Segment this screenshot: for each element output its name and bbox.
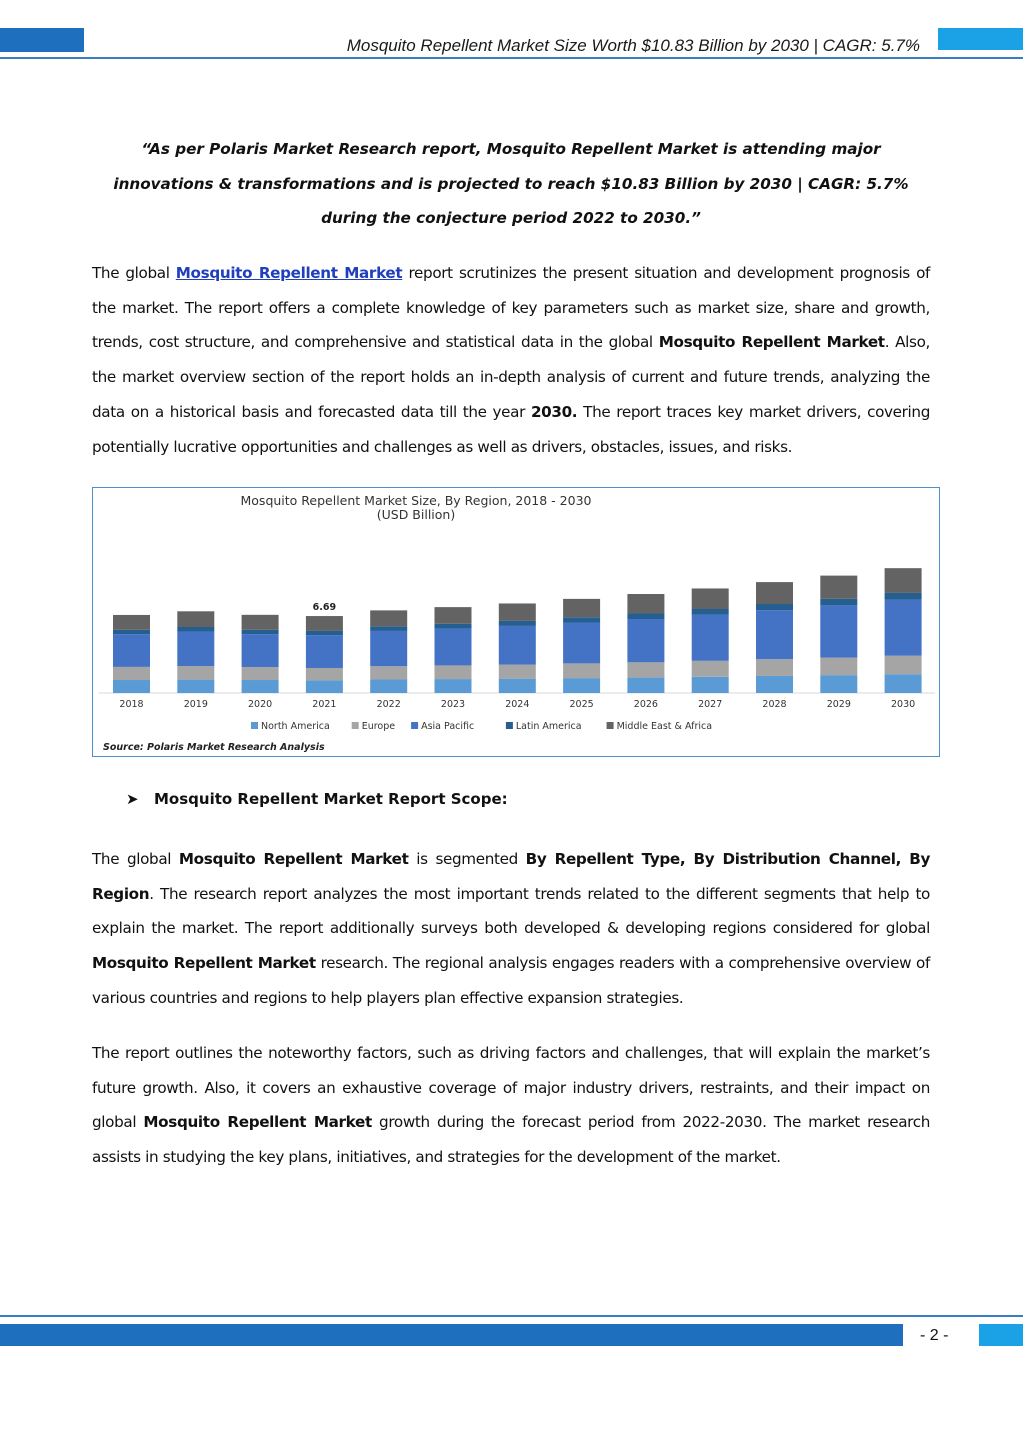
scope-text-3: . The research report analyzes the most important trends related to the different segments that help to explain the market. The report additionally surveys both developed & developing regions considered for global	[92, 884, 930, 938]
bar-2026-series-2	[627, 619, 664, 662]
bar-2027-series-4	[692, 588, 729, 609]
header-accent-left	[0, 28, 84, 52]
scope-paragraph	[92, 842, 930, 1016]
factors-paragraph	[92, 1036, 930, 1175]
x-tick-2023: 2023	[440, 699, 466, 710]
market-size-chart	[92, 487, 940, 757]
intro-paragraph	[92, 256, 930, 464]
legend-label-3: Latin America	[515, 721, 582, 732]
x-tick-2022: 2022	[376, 699, 401, 710]
bar-2023-series-2	[435, 629, 472, 666]
bar-2024-series-2	[499, 626, 536, 665]
bar-2028-series-2	[756, 610, 793, 659]
x-tick-2027: 2027	[698, 699, 723, 710]
bar-2019-series-4	[177, 611, 214, 627]
legend-swatch-1	[352, 722, 359, 729]
x-tick-2018: 2018	[119, 699, 144, 710]
bar-2020-series-0	[242, 680, 279, 693]
bar-2030-series-0	[885, 674, 922, 693]
x-tick-2024: 2024	[505, 699, 530, 710]
scope-heading	[126, 790, 508, 808]
x-tick-2019: 2019	[183, 699, 208, 710]
bar-2029-series-2	[820, 605, 857, 657]
legend-label-4: Middle East & Africa	[616, 721, 713, 732]
bar-2024-series-3	[499, 621, 536, 626]
bar-2028-series-4	[756, 582, 793, 604]
bar-2028-series-0	[756, 676, 793, 693]
market-report-link[interactable]: Mosquito Repellent Market	[175, 264, 403, 282]
bar-2021-series-0	[306, 680, 343, 693]
bar-2020-series-1	[242, 667, 279, 680]
bar-2027-series-0	[692, 677, 729, 693]
scope-bold-market-2: Mosquito Repellent Market	[92, 954, 316, 973]
factors-text-2: growth during the forecast period from 2022-2030. The market research assists in studying the key plans, initiatives, and strategies for the development of the market.	[92, 1113, 930, 1167]
bar-2027-series-3	[692, 609, 729, 615]
scope-bold-market: Mosquito Repellent Market	[178, 850, 409, 868]
bar-2019-series-1	[177, 666, 214, 680]
bar-2021-series-1	[306, 668, 343, 680]
bar-2028-series-1	[756, 659, 793, 676]
bar-2029-series-3	[820, 599, 857, 605]
header-title: Mosquito Repellent Market Size Worth $10.83 Billion by 2030 | CAGR: 5.7%	[346, 36, 920, 55]
bar-2023-series-1	[435, 665, 472, 679]
x-tick-2030: 2030	[891, 699, 916, 710]
intro-bold-year: 2030.	[530, 402, 578, 421]
intro-text-1: The global	[92, 264, 176, 282]
data-label-2021: 6.69	[312, 602, 337, 614]
x-tick-2021: 2021	[312, 699, 337, 710]
bar-2018-series-4	[113, 615, 150, 630]
bar-2024-series-0	[499, 679, 536, 693]
bar-2018-series-3	[113, 630, 150, 634]
bar-2023-series-0	[435, 679, 472, 693]
bar-2026-series-0	[627, 678, 664, 693]
bar-2025-series-0	[563, 678, 600, 693]
bar-2023-series-4	[435, 607, 472, 624]
legend-swatch-2	[411, 722, 418, 729]
chart-bars	[113, 568, 922, 693]
x-tick-2026: 2026	[633, 699, 658, 710]
scope-bold-segments: By Repellent Type, By Distribution Channel, By Region	[92, 850, 930, 903]
bar-2025-series-1	[563, 663, 600, 678]
bar-2029-series-0	[820, 675, 857, 693]
legend-swatch-4	[607, 722, 614, 729]
bar-2025-series-2	[563, 623, 600, 664]
bar-2026-series-1	[627, 662, 664, 677]
x-tick-2025: 2025	[569, 699, 594, 710]
scope-text-2: is segmented	[408, 850, 526, 868]
bar-2029-series-1	[820, 658, 857, 676]
bar-2021-series-4	[306, 616, 343, 631]
bar-2026-series-3	[627, 613, 664, 619]
scope-text-1: The global	[92, 850, 179, 868]
bar-2025-series-3	[563, 617, 600, 622]
bar-2022-series-2	[370, 631, 407, 666]
chart-svg	[93, 488, 939, 756]
x-tick-2020: 2020	[248, 699, 273, 710]
chart-source: Source: Polaris Market Research Analysis	[103, 742, 325, 753]
header-divider	[0, 57, 1023, 59]
intro-bold-market: Mosquito Repellent Market	[658, 333, 885, 352]
bar-2029-series-4	[820, 576, 857, 599]
arrow-bullet-icon: ➤	[126, 790, 139, 808]
bar-2030-series-3	[885, 593, 922, 600]
bar-2018-series-0	[113, 680, 150, 693]
chart-title: Mosquito Repellent Market Size, By Region, 2018 - 2030	[240, 493, 592, 508]
bar-2021-series-3	[306, 631, 343, 635]
bar-2028-series-3	[756, 604, 793, 610]
page-number: - 2 -	[920, 1327, 949, 1344]
bar-2018-series-2	[113, 634, 150, 667]
intro-quote: “As per Polaris Market Research report, Mosquito Repellent Market is attending major innovations & transformations and is projected to reach $10.83 Billion by 2030 | CAGR: 5.7% during the conjecture period 2022 to 2030.”	[113, 140, 909, 227]
bar-2024-series-4	[499, 603, 536, 620]
footer-accent-right	[979, 1324, 1023, 1346]
bar-2022-series-4	[370, 610, 407, 626]
footer-accent-bar	[0, 1324, 903, 1346]
intro-text-2: report scrutinizes the present situation and development prognosis of the market. The report offers a complete knowledge of key parameters such as market size, share and growth, trends, cost structure, and comprehensive and statistical data in the global	[92, 264, 931, 352]
bar-2023-series-3	[435, 624, 472, 629]
chart-subtitle: (USD Billion)	[376, 507, 456, 522]
chart-legend	[251, 721, 712, 732]
legend-swatch-0	[251, 722, 258, 729]
chart-data-labels	[313, 602, 336, 613]
bar-2025-series-4	[563, 599, 600, 617]
bar-2022-series-3	[370, 626, 407, 631]
bar-2019-series-0	[177, 680, 214, 693]
header-accent-right	[938, 28, 1023, 50]
bar-2027-series-2	[692, 615, 729, 661]
bar-2019-series-2	[177, 631, 214, 666]
factors-text-1: The report outlines the noteworthy factors, such as driving factors and challenges, that will explain the market’s future growth. Also, it covers an exhaustive coverage of major industry drivers, restraints, and their impact on global	[92, 1044, 930, 1132]
bar-2020-series-2	[242, 634, 279, 667]
scope-heading-text: Mosquito Repellent Market Report Scope:	[154, 790, 508, 808]
footer-divider	[0, 1315, 1023, 1317]
bar-2022-series-0	[370, 679, 407, 693]
legend-label-0: North America	[261, 721, 330, 732]
bar-2030-series-1	[885, 656, 922, 675]
bar-2018-series-1	[113, 667, 150, 680]
bar-2021-series-2	[306, 635, 343, 668]
x-tick-2029: 2029	[826, 699, 851, 710]
factors-bold-market: Mosquito Repellent Market	[143, 1113, 372, 1132]
bar-2030-series-2	[885, 600, 922, 656]
scope-text-4: research. The regional analysis engages readers with a comprehensive overview of various countries and regions to help players plan effective expansion strategies.	[92, 954, 931, 1007]
intro-text-4: The report traces key market drivers, covering potentially lucrative opportunities and challenges as well as drivers, obstacles, issues, and risks.	[92, 402, 930, 456]
legend-label-2: Asia Pacific	[421, 721, 475, 732]
intro-text-3: . Also, the market overview section of the report holds an in-depth analysis of current and future trends, analyzing the data on a historical basis and forecasted data till the year	[92, 333, 930, 421]
x-tick-2028: 2028	[762, 699, 787, 710]
bar-2020-series-4	[242, 615, 279, 630]
bar-2019-series-3	[177, 627, 214, 631]
bar-2022-series-1	[370, 666, 407, 679]
bar-2030-series-4	[885, 568, 922, 593]
legend-label-1: Europe	[361, 721, 396, 732]
legend-swatch-3	[506, 722, 513, 729]
bar-2027-series-1	[692, 661, 729, 677]
bar-2020-series-3	[242, 630, 279, 634]
bar-2026-series-4	[627, 594, 664, 613]
chart-x-labels	[119, 699, 915, 710]
bar-2024-series-1	[499, 665, 536, 679]
